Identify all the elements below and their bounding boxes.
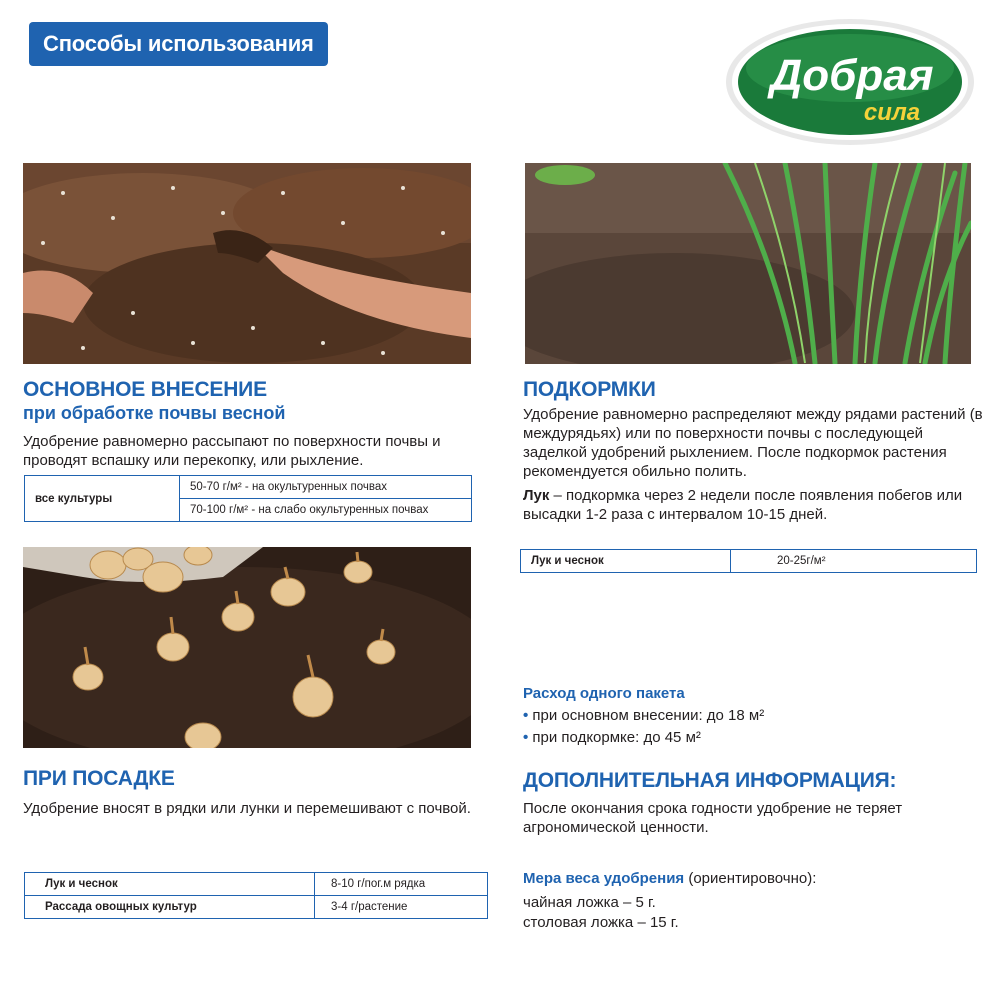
bullet-icon: • (523, 729, 533, 746)
soil-hands-photo (23, 163, 471, 364)
package-item-text: при подкормке: до 45 м² (532, 729, 701, 746)
package-title: Расход одного пакета (523, 685, 685, 702)
section-main-text: Удобрение равномерно рассыпают по поверхности почвы и проводят вспашку или перекопку, или рыхление. (23, 433, 441, 469)
measure-title: Мера веса удобрения (523, 870, 685, 887)
main-rates-table (24, 475, 472, 522)
plant-rate-label: Рассада овощных культур (25, 896, 315, 919)
section-main-subtitle: при обработке почвы весной (23, 403, 286, 423)
package-item (523, 728, 701, 747)
page-title: Способы использования (29, 22, 328, 66)
onion-sprouts-photo (525, 163, 971, 364)
package-item (523, 706, 764, 725)
feed-rate-value: 20-25г/м² (731, 550, 977, 573)
section-plant-title: ПРИ ПОСАДКЕ (23, 767, 175, 790)
plant-rate-label: Лук и чеснок (25, 873, 315, 896)
feed-rates-table (520, 549, 977, 573)
measure-heading (523, 869, 816, 888)
measure-item: чайная ложка – 5 г. (523, 894, 656, 911)
main-rate-row: 70-100 г/м² - на слабо окультуренных почвах (180, 499, 472, 522)
table-row (25, 873, 488, 896)
package-item-text: при основном внесении: до 18 м² (532, 707, 765, 724)
section-plant-text: Удобрение вносят в рядки или лунки и перемешивают с почвой. (23, 800, 471, 817)
logo-sub: сила (863, 99, 921, 126)
extra-text: После окончания срока годности удобрение не теряет агрономической ценности. (523, 800, 903, 836)
brand-logo (724, 16, 976, 148)
section-feed-onion (523, 486, 983, 524)
main-rate-row: 50-70 г/м² - на окультуренных почвах (180, 476, 472, 499)
main-rates-label: все культуры (25, 476, 180, 522)
logo-word: Добрая (770, 51, 934, 100)
onion-text: – подкормка через 2 недели после появления побегов или высадки 1-2 раза с интервалом 10-15 дней. (523, 487, 963, 523)
extra-title: ДОПОЛНИТЕЛЬНАЯ ИНФОРМАЦИЯ: (523, 769, 897, 792)
plant-rate-value: 8-10 г/пог.м рядка (315, 873, 488, 896)
table-row (25, 896, 488, 919)
section-main-title: ОСНОВНОЕ ВНЕСЕНИЕ (23, 378, 267, 401)
onion-label: Лук (523, 487, 550, 504)
section-feed-text: Удобрение равномерно распределяют между рядами растений (в междурядьях) или по поверхности почвы с последующей заделкой удобрений рыхлением. После подкормок растения рекомендуется обильно полить. (523, 406, 983, 480)
onion-bulbs-photo (23, 547, 471, 748)
section-feed-title: ПОДКОРМКИ (523, 378, 656, 401)
measure-item: столовая ложка – 15 г. (523, 914, 679, 931)
feed-rate-label: Лук и чеснок (521, 550, 731, 573)
plant-rate-value: 3-4 г/растение (315, 896, 488, 919)
measure-note: (ориентировочно): (684, 870, 817, 887)
plant-rates-table (24, 872, 488, 919)
bullet-icon: • (523, 707, 533, 724)
